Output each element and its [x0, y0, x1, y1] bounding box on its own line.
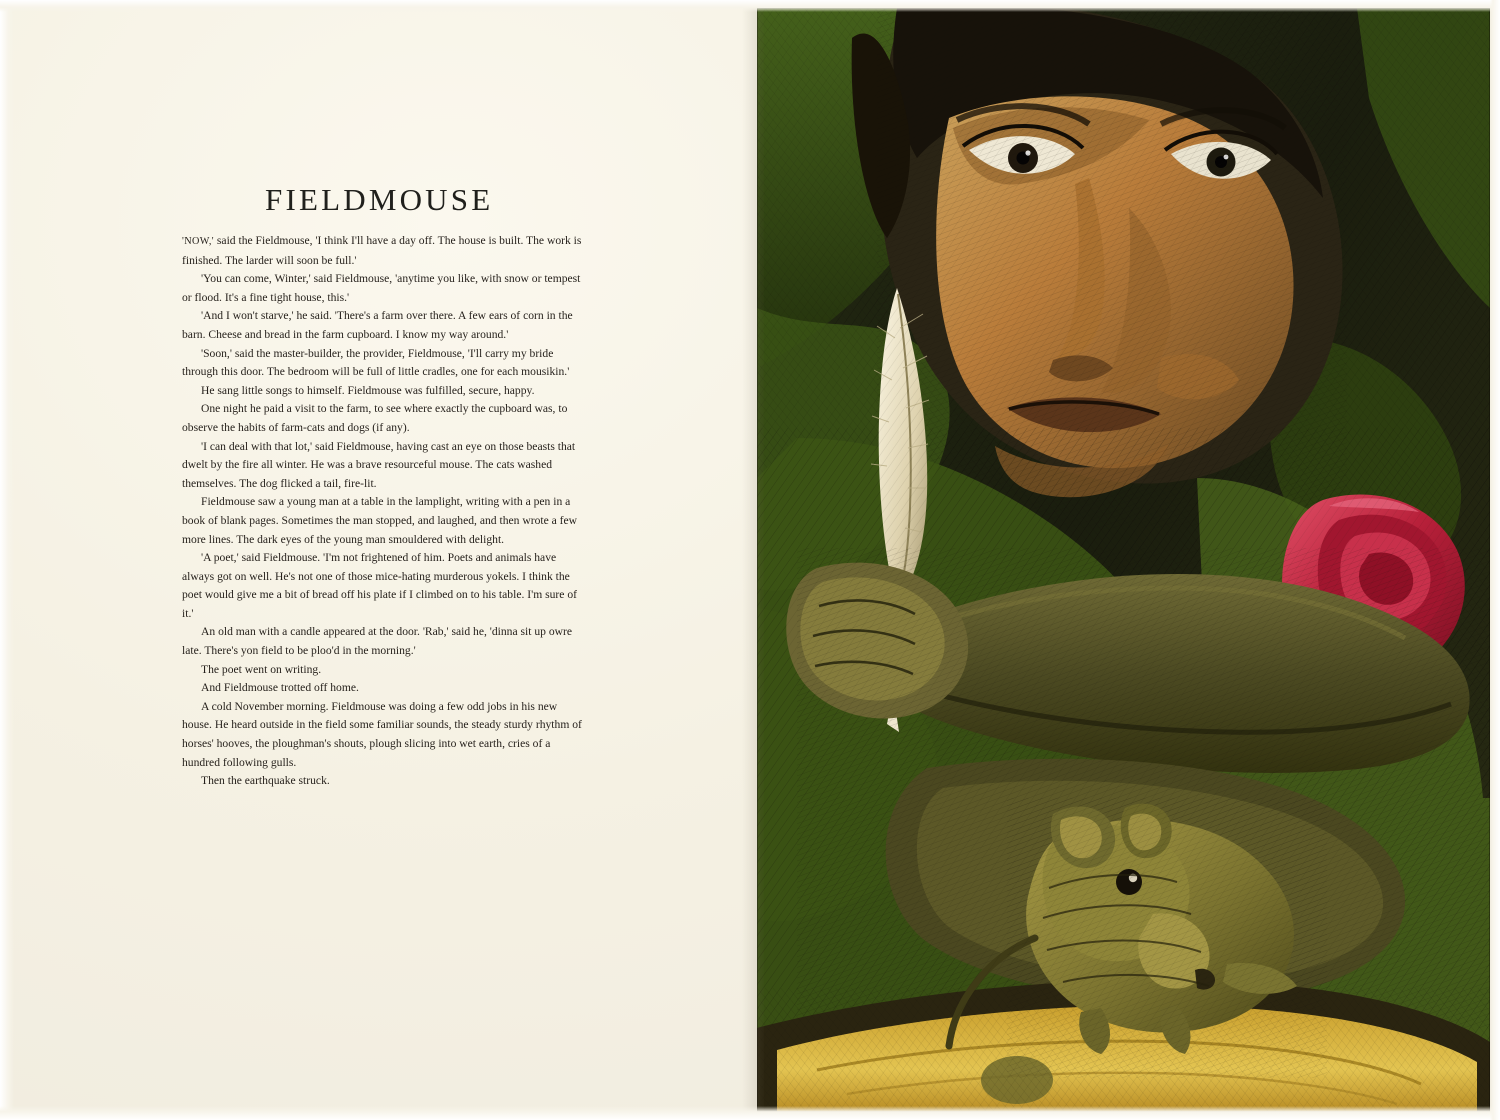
deckle-edge-top: [0, 0, 1500, 12]
paragraph: 'You can come, Winter,' said Fieldmouse, 'anytime you like, with snow or tempest or flood. It's a fine tight house, this.': [182, 272, 581, 304]
paragraph: 'NOW,' said the Fieldmouse, 'I think I'll have a day off. The house is built. The work is finished. The larder will soon be full.': [182, 234, 582, 267]
illustration-artwork: [757, 8, 1490, 1112]
paragraph: An old man with a candle appeared at the door. 'Rab,' said he, 'dinna sit up owre late. There's yon field to be ploo'd in the morning.': [182, 625, 573, 658]
paragraph: Fieldmouse saw a young man at a table in the lamplight, writing with a pen in a book of blank pages. Sometimes the man stopped, and laughed, and then wrote a few more lines. The dark eyes of the young man smouldered with delight.: [182, 495, 578, 546]
paragraph: One night he paid a visit to the farm, to see where exactly the cupboard was, to observe the habits of farm-cats and dogs (if any).: [182, 402, 568, 434]
page-title: FIELDMOUSE: [265, 182, 494, 217]
paragraph: Then the earthquake struck.: [201, 774, 330, 788]
deckle-edge-left: [0, 0, 14, 1120]
paragraph: 'A poet,' said Fieldmouse. 'I'm not frightened of him. Poets and animals have always got on well. He's not one of those mice-hating murderous yokels. I think the poet would give me a bit of bread off his plate if I climbed on to his table. I'm sure of it.': [182, 551, 577, 620]
paragraph: He sang little songs to himself. Fieldmouse was fulfilled, secure, happy.: [201, 383, 535, 397]
paragraph: 'I can deal with that lot,' said Fieldmouse, having cast an eye on those beasts that dwelt by the fire all winter. He was a brave resourceful mouse. The cats washed themselves. The dog flicked a tail, fire-lit.: [182, 439, 576, 490]
deckle-edge-right: [1490, 0, 1500, 1120]
deckle-edge-bottom: [0, 1106, 1500, 1120]
paragraph: 'And I won't starve,' he said. 'There's a farm over there. A few ears of corn in the barn. Cheese and bread in the farm cupboard. I know my way around.': [182, 309, 573, 341]
paragraph: And Fieldmouse trotted off home.: [201, 681, 359, 695]
illustration-plate: [757, 8, 1490, 1112]
paragraph: A cold November morning. Fieldmouse was doing a few odd jobs in his new house. He heard outside in the field some familiar sounds, the steady sturdy rhythm of horses' hooves, the ploughman's shouts, plough slicing into wet earth, cries of a hundred following gulls.: [182, 699, 582, 769]
story-body: [182, 232, 587, 791]
paragraph: 'Soon,' said the master-builder, the provider, Fieldmouse, 'I'll carry my bride through this door. The bedroom will be full of little cradles, one for each mousikin.': [182, 346, 570, 379]
paragraph: The poet went on writing.: [201, 662, 322, 676]
